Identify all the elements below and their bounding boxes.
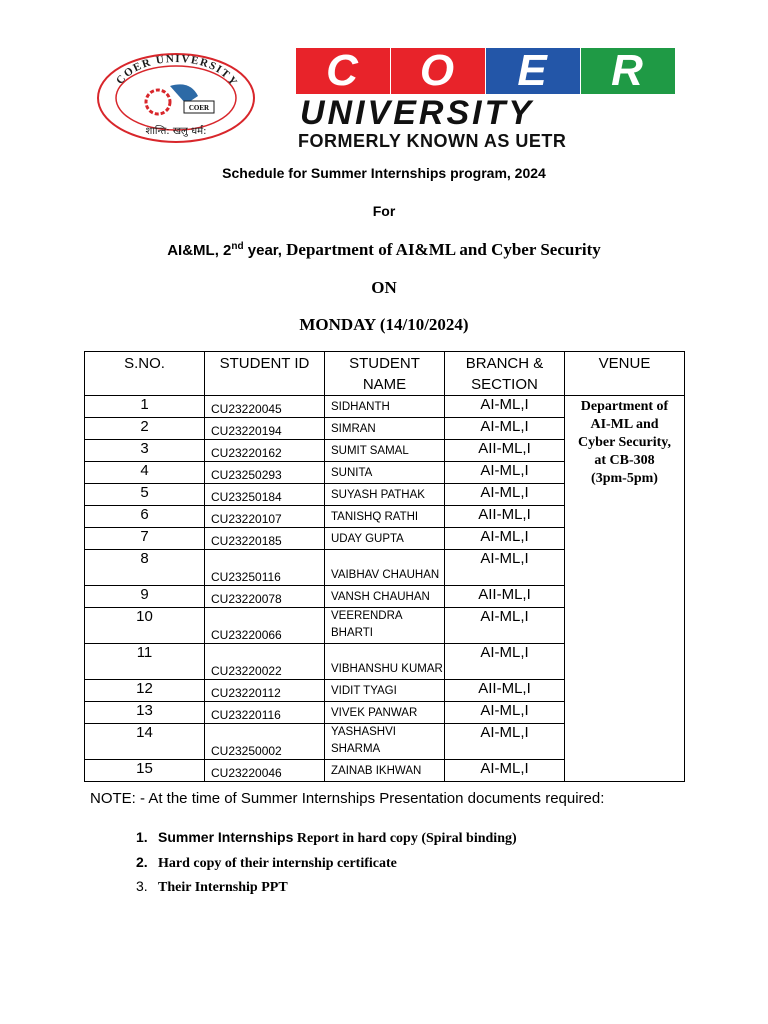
coer-letter-o: O (391, 48, 485, 94)
row-student-name: VIDIT TYAGI (325, 680, 445, 702)
row-sno: 13 (85, 702, 205, 724)
svg-text:COER UNIVERSITY (114, 53, 240, 89)
row-branch-section: AI-ML,I (445, 702, 565, 724)
row-sno: 5 (85, 484, 205, 506)
row-branch-section: AII-ML,I (445, 680, 565, 702)
row-student-name: TANISHQ RATHI (325, 506, 445, 528)
note-heading: NOTE: - At the time of Summer Internships Presentation documents required: (90, 790, 605, 807)
row-student-id: CU23220045 (205, 396, 325, 418)
row-sno: 11 (85, 644, 205, 680)
row-branch-section: AI-ML,I (445, 550, 565, 586)
requirement-item: 2. Hard copy of their internship certificate (136, 854, 397, 871)
row-student-name: SUMIT SAMAL (325, 440, 445, 462)
row-sno: 1 (85, 396, 205, 418)
venue-line: (3pm-5pm) (591, 471, 658, 486)
row-sno: 3 (85, 440, 205, 462)
title-program: AI&ML, 2nd year, Department of AI&ML and Cyber Security (167, 240, 601, 259)
row-branch-section: AI-ML,I (445, 760, 565, 782)
venue-line: at CB-308 (594, 453, 655, 468)
title-on: ON (371, 278, 397, 297)
coer-letter-r: R (581, 48, 675, 94)
row-student-id: CU23220022 (205, 644, 325, 680)
row-sno: 15 (85, 760, 205, 782)
title-date: MONDAY (14/10/2024) (299, 315, 469, 334)
title-for: For (372, 203, 396, 219)
row-sno: 2 (85, 418, 205, 440)
header-branch-section: BRANCH & SECTION (445, 352, 565, 396)
requirement-item: 1. Summer Internships Report in hard copy (Spiral binding) (136, 829, 517, 846)
header-student-id: STUDENT ID (205, 352, 325, 396)
row-student-id: CU23220107 (205, 506, 325, 528)
row-branch-section: AI-ML,I (445, 484, 565, 506)
row-branch-section: AII-ML,I (445, 506, 565, 528)
university-seal (96, 52, 256, 144)
venue-line: Department of (580, 399, 669, 414)
table-row (85, 396, 685, 418)
row-student-name: VEERENDRA BHARTI (325, 608, 445, 644)
requirement-item: 3. Their Internship PPT (136, 878, 288, 895)
coer-letter-row (296, 48, 676, 94)
row-student-name: SUYASH PATHAK (325, 484, 445, 506)
header-student-name: STUDENT NAME (325, 352, 445, 396)
header-sno: S.NO. (85, 352, 205, 396)
schedule-table (84, 351, 685, 782)
venue-line: Cyber Security, (577, 435, 672, 450)
row-sno: 12 (85, 680, 205, 702)
row-student-id: CU23220112 (205, 680, 325, 702)
row-student-name: VIBHANSHU KUMAR (325, 644, 445, 680)
row-student-id: CU23250116 (205, 550, 325, 586)
row-sno: 10 (85, 608, 205, 644)
row-branch-section: AI-ML,I (445, 724, 565, 760)
coer-letter-c: C (296, 48, 390, 94)
row-student-id: CU23220116 (205, 702, 325, 724)
formerly-known-as: FORMERLY KNOWN AS UETR (298, 131, 567, 151)
row-sno: 4 (85, 462, 205, 484)
row-student-id: CU23250293 (205, 462, 325, 484)
row-student-name: VANSH CHAUHAN (325, 586, 445, 608)
row-sno: 9 (85, 586, 205, 608)
university-wordmark (296, 46, 676, 151)
row-branch-section: AI-ML,I (445, 418, 565, 440)
row-branch-section: AI-ML,I (445, 462, 565, 484)
row-branch-section: AII-ML,I (445, 440, 565, 462)
schedule-title: Schedule for Summer Internships program, 2024 (222, 165, 546, 181)
row-student-name: YASHASHVI SHARMA (325, 724, 445, 760)
row-student-name: SIDHANTH (325, 396, 445, 418)
row-student-id: CU23250002 (205, 724, 325, 760)
row-student-name: VIVEK PANWAR (325, 702, 445, 724)
row-student-name: UDAY GUPTA (325, 528, 445, 550)
row-student-name: ZAINAB IKHWAN (325, 760, 445, 782)
header-venue: VENUE (565, 352, 685, 396)
seal-inner-text: COER (188, 104, 210, 112)
row-sno: 6 (85, 506, 205, 528)
row-student-name: SIMRAN (325, 418, 445, 440)
row-student-id: CU23220185 (205, 528, 325, 550)
seal-top-text: COER UNIVERSITY (113, 52, 240, 89)
row-student-id: CU23220066 (205, 608, 325, 644)
row-student-name: VAIBHAV CHAUHAN (325, 550, 445, 586)
row-student-id: CU23220046 (205, 760, 325, 782)
coer-letter-e: E (486, 48, 580, 94)
row-branch-section: AII-ML,I (445, 586, 565, 608)
row-student-id: CU23220194 (205, 418, 325, 440)
wordmark-university: UNIVERSITY (300, 94, 535, 132)
row-sno: 8 (85, 550, 205, 586)
row-branch-section: AI-ML,I (445, 608, 565, 644)
row-sno: 7 (85, 528, 205, 550)
venue-cell (565, 396, 685, 782)
row-branch-section: AI-ML,I (445, 644, 565, 680)
venue-line: AI-ML and (590, 417, 659, 432)
seal-motto: शान्ति: खलु धर्म: (145, 126, 207, 137)
row-branch-section: AI-ML,I (445, 396, 565, 418)
row-student-id: CU23220078 (205, 586, 325, 608)
row-student-name: SUNITA (325, 462, 445, 484)
row-student-id: CU23220162 (205, 440, 325, 462)
row-sno: 14 (85, 724, 205, 760)
table-header-row (85, 352, 685, 396)
row-student-id: CU23250184 (205, 484, 325, 506)
row-branch-section: AI-ML,I (445, 528, 565, 550)
